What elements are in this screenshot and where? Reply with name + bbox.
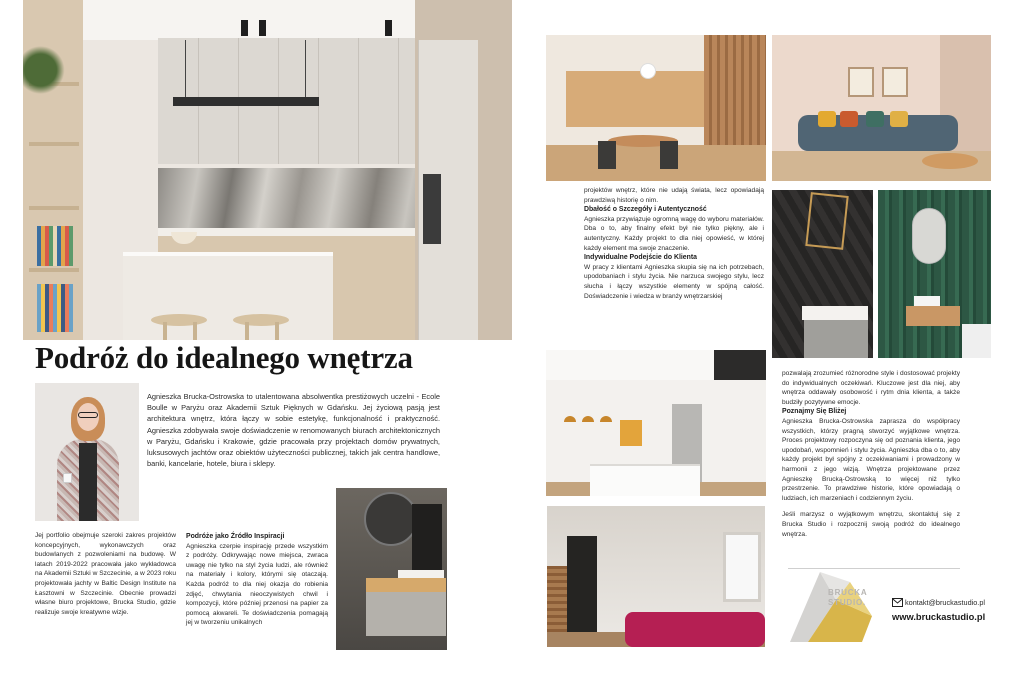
column-details-approach [584, 186, 764, 301]
section-body-client: W pracy z klientami Agnieszka skupia się na ich potrzebach, upodobaniach i stylu życia. Nie narzuca swojego stylu, lecz słucha i łączy wszystkie elementy w spójną całość. Doświadczenie i wiedza w branży wnętrzarskiej [584, 263, 764, 300]
website-link[interactable]: www.bruckastudio.pl [892, 612, 986, 622]
logo-wordmark: BRUCKA STUDIO. [828, 588, 868, 607]
section-body-details: Agnieszka przywiązuje ogromną wagę do wyboru materiałów. Dba o to, aby finalny efekt był nie tylko piękny, ale i autentyczny. Każdy projekt to dla niej opowieść, w której każdy element ma swoje znaczenie. [584, 215, 764, 252]
envelope-icon [892, 598, 903, 607]
section-continued: projektów wnętrz, które nie udają świata, lecz opowiadają prawdziwą historię o nim. [584, 187, 764, 204]
section-body-travel: Agnieszka czerpie inspirację przede wszystkim z podróży. Odkrywając nowe miejsca, zwraca uwagę nie tylko na styl życia ludzi, ale również na materiały i kolory, którymi się otaczają. Każda podróż to dla niej okazja do robienia zdjęć, chwytania nieoczywistych chwil i kompozycji, które później przenosi na papier za pomocą akwareli. Te doświadczenia pomagają jej w tworzeniu unikalnych [186, 542, 328, 627]
hero-kitchen-photo [23, 0, 512, 340]
dark-bathroom-photo [772, 190, 873, 358]
contact-email-link[interactable]: kontakt@bruckastudio.pl [905, 598, 986, 607]
white-kitchen-photo [546, 350, 766, 496]
page-title: Podróż do idealnego wnętrza [35, 340, 413, 375]
section-heading-details: Dbałość o Szczegóły i Autentyczność [584, 206, 707, 214]
brucka-studio-logo [788, 560, 874, 644]
intro-paragraph: Agnieszka Brucka-Ostrowska to utalentowana absolwentka prestiżowych uczelni - Ecole Boulle w Paryżu oraz Akademii Sztuk Pięknych w Gdańsku. Jej życiową pasją jest architektura wnętrz, która łączy w sobie estetykę, funkcjonalność i praktyczność. Agnieszka zdobywała swoje doświadczenie w renomowanych biurach architektonicznych w Paryżu, Gdańsku i Krakowie, gdzie pracowała przy projektach domów prywatnych, luksusowych jachtów oraz obiektów użyteczności publicznej, takich jak centra handlowe, banki, kancelarie, hotele, biura i sklepy. [147, 392, 440, 469]
green-tile-bathroom-photo [878, 190, 991, 358]
column-travel-inspiration [186, 532, 328, 628]
section-heading-client: Indywidualne Podejście do Klienta [584, 254, 697, 262]
designer-portrait-photo [35, 383, 139, 521]
closing-paragraph: Jeśli marzysz o wyjątkowym wnętrzu, skontaktuj się z Brucka Studio i rozpocznij swoją podróż do idealnego wnętrza. [782, 511, 960, 538]
bathroom-vanity-photo [336, 488, 447, 650]
section-body-meet: Agnieszka Brucka-Ostrowska zaprasza do współpracy wszystkich, którzy pragną stworzyć wyjątkowe wnętrza. Proces projektowy rozpoczyna się od poznania klienta, jego upodobań, wspomnień i stylu życia. Agnieszka dba o to, aby każdy projekt był spójny z oczekiwaniami i prowadzony w harmonii z jego wizją. Wnętrza projektowane przez Agnieszkę Brucką-Ostrowską to więcej niż tylko przestrzenie. To prawdziwe historie, które opowiadają o ludziach, ich marzeniach i codziennym życiu. [782, 417, 960, 502]
living-room-fireplace-photo [547, 506, 765, 647]
living-room-sofa-photo [772, 35, 991, 181]
column-meet-us [782, 369, 960, 539]
column-portfolio: Jej portfolio obejmuje szeroki zakres projektów koncepcyjnych, wykonawczych oraz budowlanych z pozwoleniami na budowę. W latach 2019-2022 pracowała jako wykładowca na Akademii Sztuki w Szczecinie, a w 2023 roku projektowała jachty w Baltic Design Institute na Łasztowni w Szczecinie. Obecnie prowadzi własne biuro projektowe, Brucka Studio, gdzie realizuje swoje kreatywne wizje. [35, 532, 176, 616]
section-heading-meet: Poznajmy Się Bliżej [782, 408, 847, 416]
dining-kitchen-photo [546, 35, 766, 181]
section-heading-travel: Podróże jako Źródło Inspiracji [186, 533, 285, 540]
section-continued: pozwalają zrozumieć różnorodne style i dostosować projekty do indywidualnych oczekiwań. Kluczowe jest dla niej, aby wnętrza oddawały osobowość i rytm dnia klienta, a także budziły pozytywne emocje. [782, 370, 960, 406]
